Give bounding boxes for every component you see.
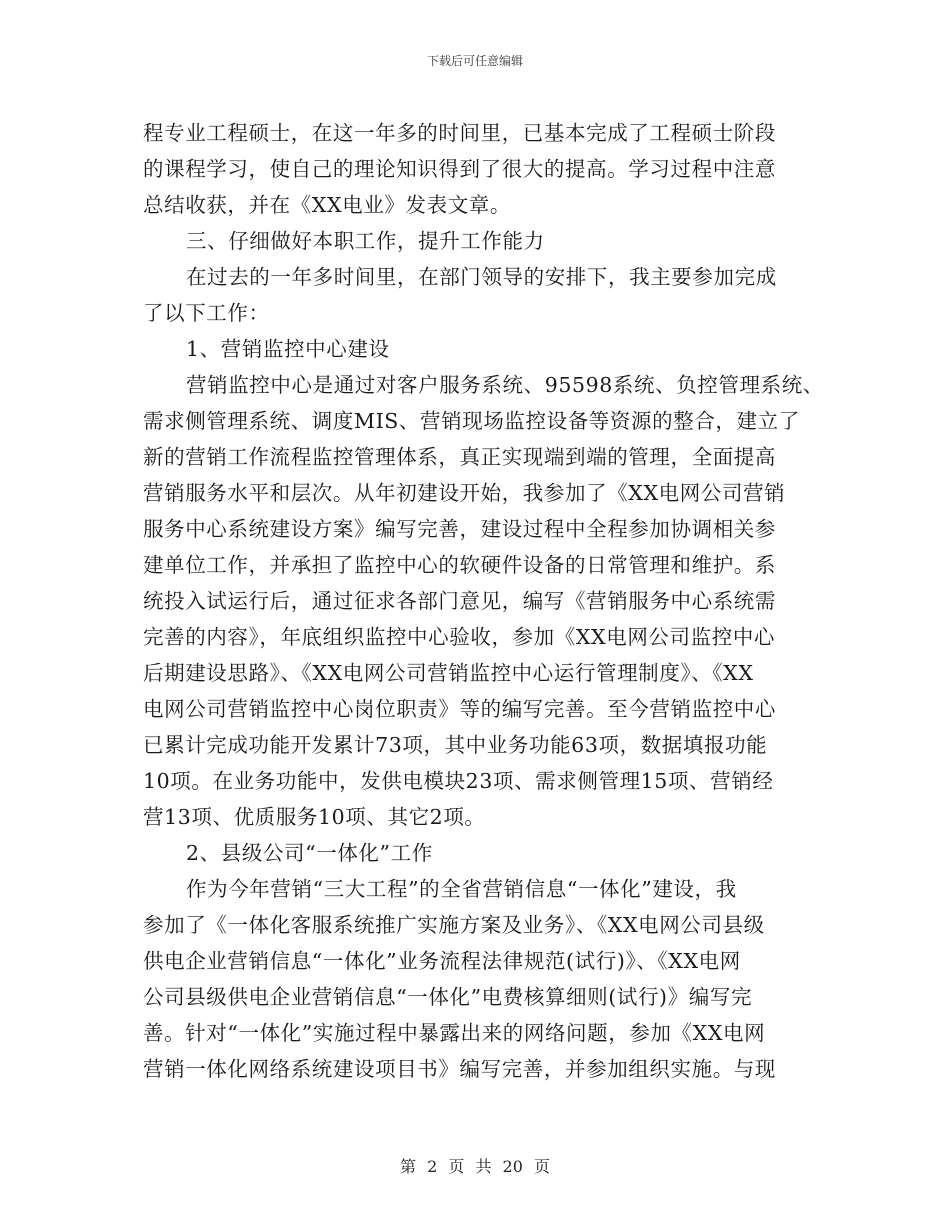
section-heading: 三、仔细做好本职工作，提升工作能力 [186,229,545,253]
text-line: 已累计完成功能开发累计73项，其中业务功能63项，数据填报功能 [143,733,768,757]
text-line: 在过去的一年多时间里，在部门领导的安排下，我主要参加完成 [186,265,777,289]
text-line: 了以下工作： [143,301,270,325]
text-line: 后期建设思路》、《XX电网公司营销监控中心运行管理制度》、《XX [143,661,754,685]
page-header: 下载后可任意编辑 [426,54,523,68]
text-line: 新的营销工作流程监控管理体系，真正实现端到端的管理，全面提高 [143,445,776,469]
text-line: 参加了《一体化客服系统推广实施方案及业务》、《XX电网公司县级 [143,913,765,937]
text-line: 营销服务水平和层次。从年初建设开始，我参加了《XX电网公司营销 [143,481,786,505]
text-line: 供电企业营销信息“一体化”业务流程法律规范(试行)》、《XX电网 [143,949,741,973]
text-line: 完善的内容》，年底组织监控中心验收，参加《XX电网公司监控中心 [143,625,776,649]
text-line: 总结收获，并在《XX电业》发表文章。 [143,193,511,217]
text-line: 作为今年营销“三大工程”的全省营销信息“一体化”建设，我 [186,877,737,901]
text-line: 电网公司营销监控中心岗位职责》等的编写完善。至今营销监控中心 [143,697,776,721]
text-line: 善。针对“一体化”实施过程中暴露出来的网络问题，参加《XX电网 [143,1021,766,1045]
text-line: 营销一体化网络系统建设项目书》编写完善，并参加组织实施。与现 [143,1057,776,1081]
text-line: 程专业工程硕士，在这一年多的时间里，已基本完成了工程硕士阶段 [143,121,776,145]
text-line: 营13项、优质服务10项、其它2项。 [143,805,486,829]
text-line: 服务中心系统建设方案》编写完善，建设过程中全程参加协调相关参 [143,517,776,541]
text-line: 统投入试运行后，通过征求各部门意见，编写《营销服务中心系统需 [143,589,776,613]
text-line: 营销监控中心是通过对客户服务系统、95598系统、负控管理系统、 [186,373,824,397]
text-line: 公司县级供电企业营销信息“一体化”电费核算细则(试行)》编写完 [143,985,753,1009]
text-line: 建单位工作，并承担了监控中心的软硬件设备的日常管理和维护。系 [143,553,776,577]
subsection-heading: 1、营销监控中心建设 [186,337,390,361]
text-line: 需求侧管理系统、调度MIS、营销现场监控设备等资源的整合，建立了 [143,409,800,433]
text-line: 的课程学习，使自己的理论知识得到了很大的提高。学习过程中注意 [143,157,776,181]
text-line: 10项。在业务功能中，发供电模块23项、需求侧管理15项、营销经 [143,769,774,793]
page-footer: 第 2 页 共 20 页 [400,1157,550,1176]
subsection-heading: 2、县级公司“一体化”工作 [186,841,433,865]
